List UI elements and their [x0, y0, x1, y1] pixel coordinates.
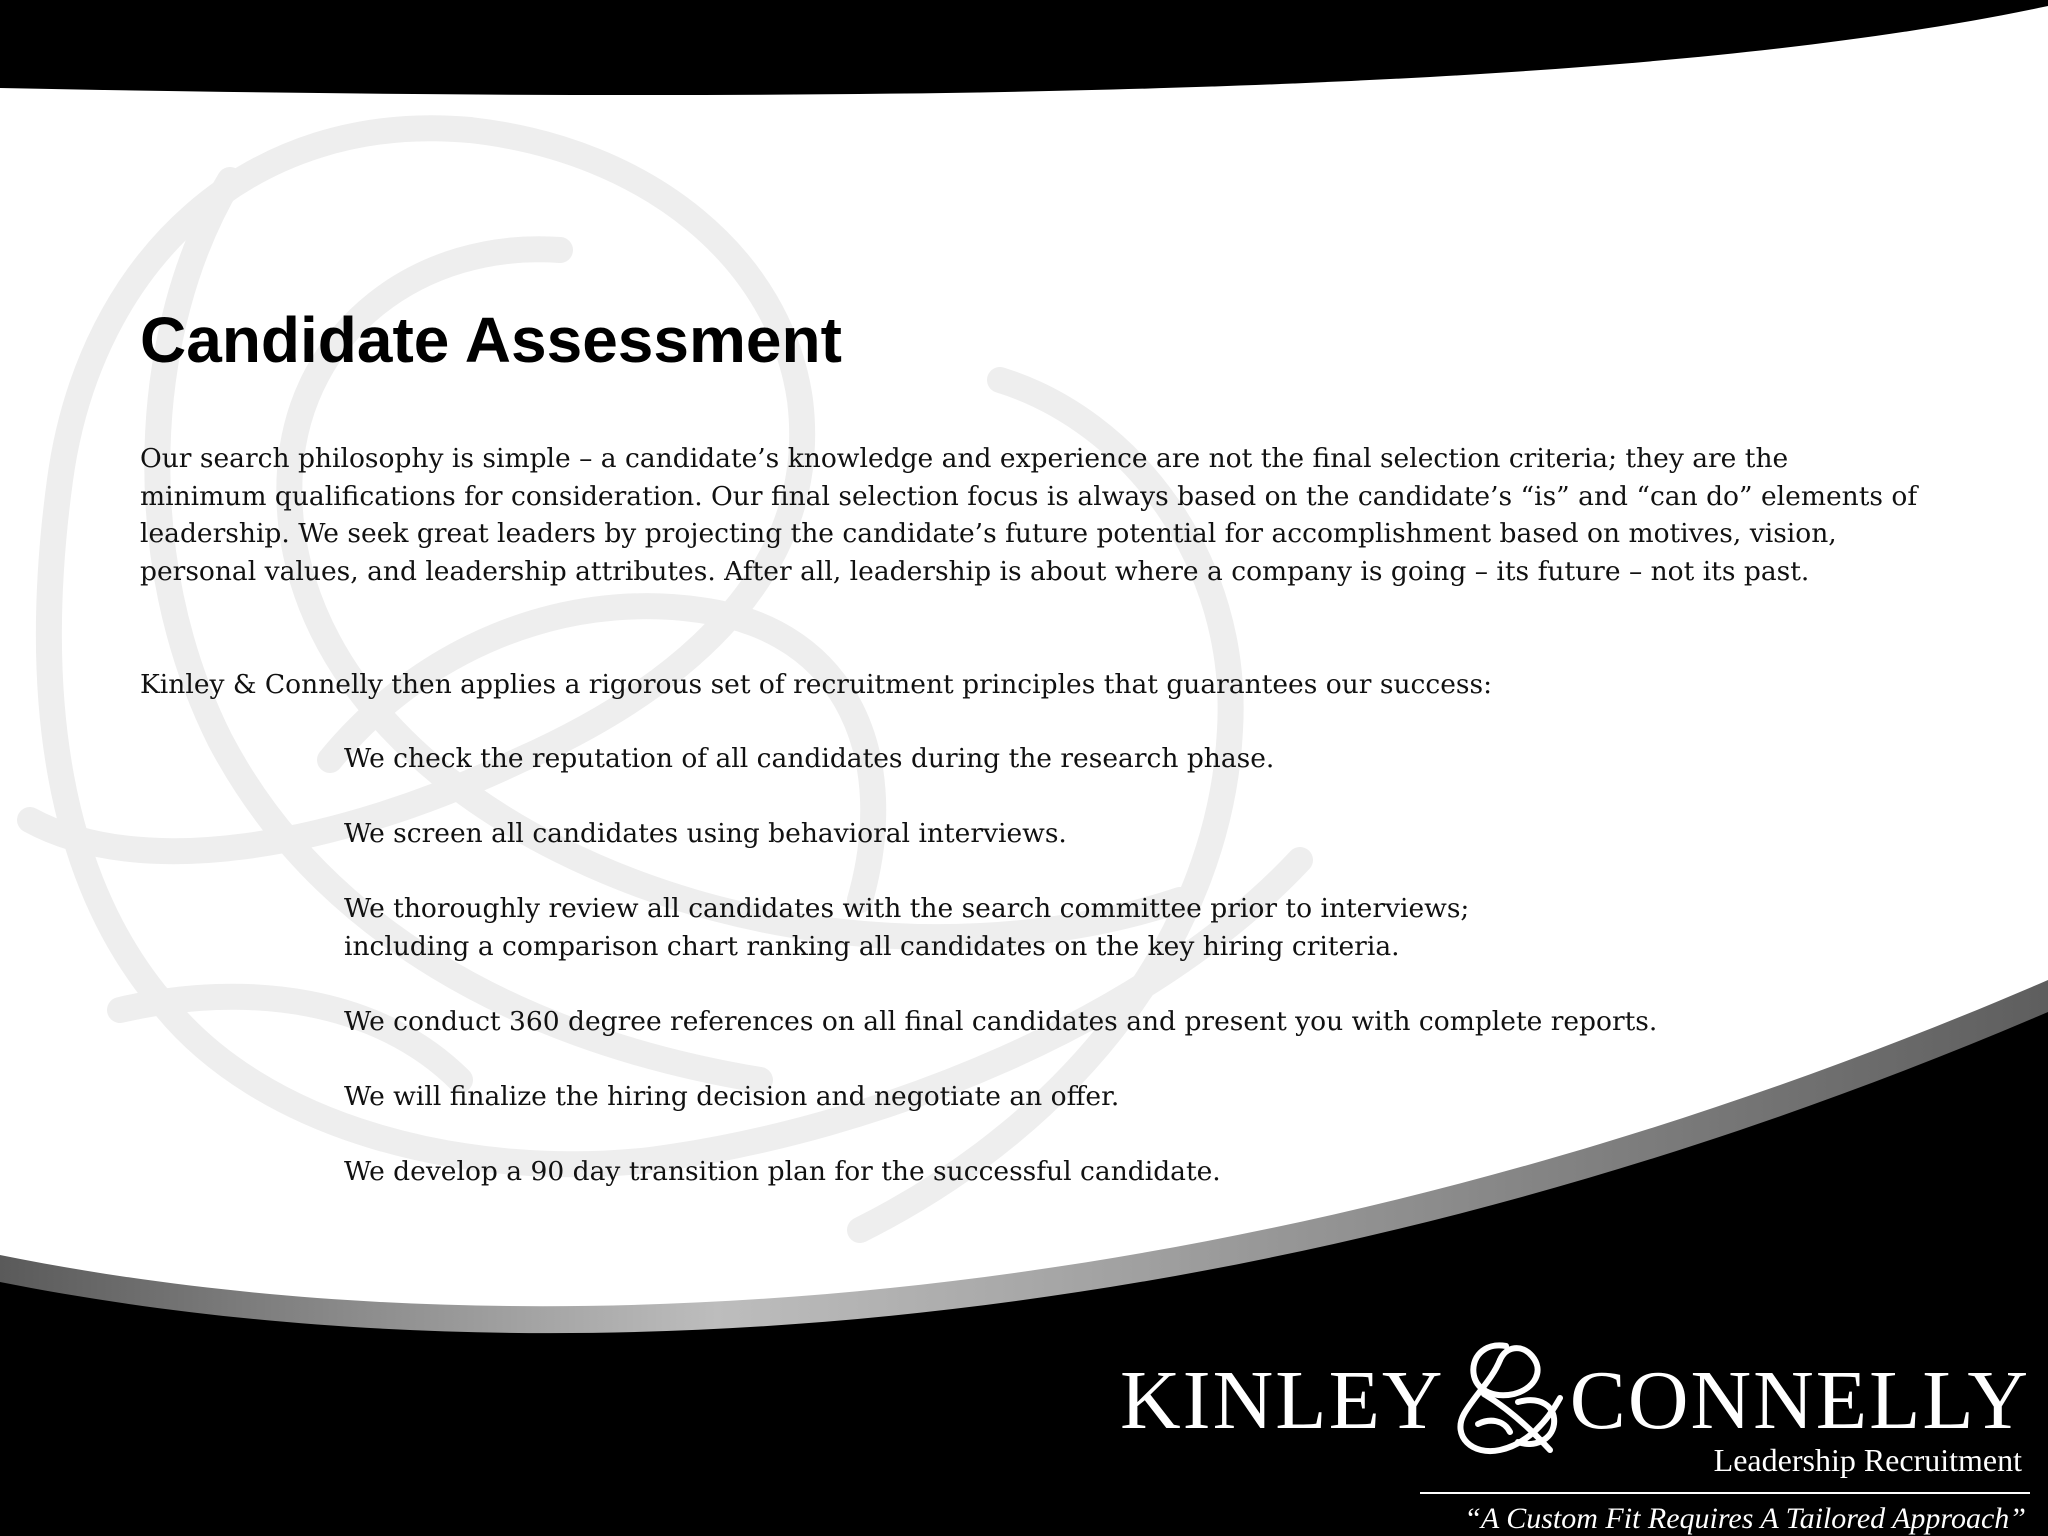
principle-item [344, 740, 1844, 778]
principle-text: We conduct 360 degree references on all final candidates and present you with complete reports. [344, 1005, 1658, 1037]
principle-text: We thoroughly review all candidates with the search committee prior to interviews; [344, 893, 1470, 924]
brand-divider [1420, 1492, 2030, 1494]
principle-item [344, 1153, 1844, 1191]
principle-text: We develop a 90 day transition plan for the successful candidate. [344, 1155, 1221, 1187]
ampersand-knot-icon [1444, 1332, 1574, 1462]
principle-text: We will finalize the hiring decision and negotiate an offer. [344, 1080, 1120, 1112]
principle-item [344, 815, 1844, 853]
principle-item [344, 1003, 1844, 1041]
intro-paragraph: Our search philosophy is simple – a candidate’s knowledge and experience are not the final selection criteria; they are the minimum qualifications for consideration. Our final selection focus is always based on the candidate’s “is” and “can do” elements of leadership. We seek great leaders by projecting the candidate’s future potential for accomplishment based on motives, vision, personal values, and leadership attributes. After all, leadership is about where a company is going – its future – not its past. [140, 443, 1918, 587]
principle-text: We screen all candidates using behavioral interviews. [344, 818, 1067, 849]
slide-title: Candidate Assessment [140, 304, 842, 376]
brand-name-right: CONNELLY [1569, 1354, 2030, 1447]
brand-subtitle: Leadership Recruitment [1713, 1442, 2022, 1478]
principle-item [344, 1078, 1844, 1116]
top-band [0, 0, 2048, 95]
brand-tagline: “A Custom Fit Requires A Tailored Approach” [1464, 1502, 2026, 1535]
principle-item [344, 890, 1844, 965]
principle-text-continued: including a comparison chart ranking all candidates on the key hiring criteria. [344, 930, 1400, 962]
principles-list [344, 740, 1844, 1228]
principles-lead-in: Kinley & Connelly then applies a rigorous set of recruitment principles that guarantees our success: [140, 669, 1493, 700]
principle-text: We check the reputation of all candidates during the research phase. [344, 743, 1275, 774]
brand-name-left: KINLEY [1120, 1354, 1445, 1447]
brand-logo [1100, 1330, 2030, 1535]
